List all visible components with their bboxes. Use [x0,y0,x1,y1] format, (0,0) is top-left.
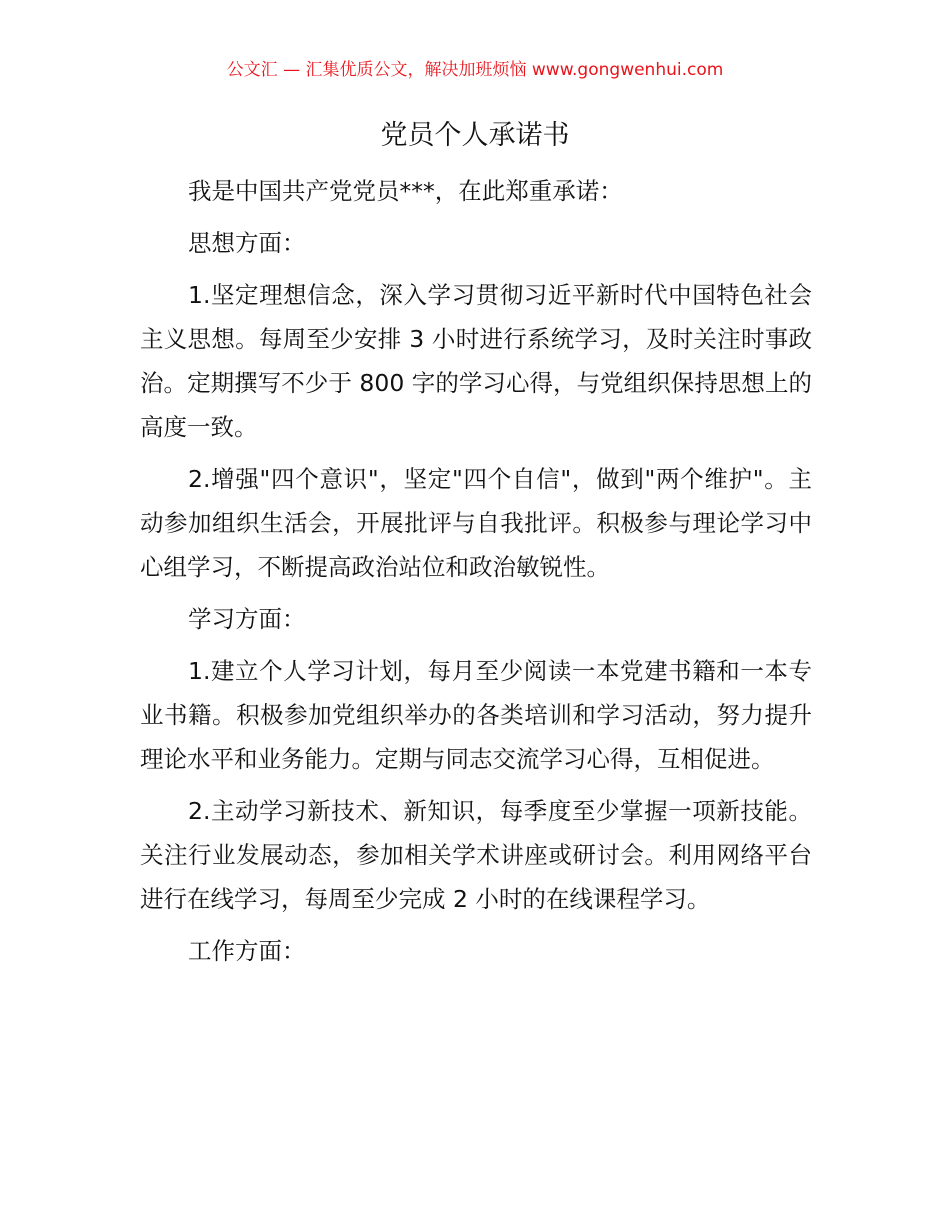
thought-item-1: 1.坚定理想信念，深入学习贯彻习近平新时代中国特色社会主义思想。每周至少安排 3 小时进行系统学习，及时关注时事政治。定期撰写不少于 800 字的学习心得，与党组织保持思想上的高度一致。 [140,281,812,441]
thought-item-2: 2.增强"四个意识"，坚定"四个自信"，做到"两个维护"。主动参加组织生活会，开展批评与自我批评。积极参与理论学习中心组学习，不断提高政治站位和政治敏锐性。 [140,465,812,581]
intro-paragraph: 我是中国共产党党员***，在此郑重承诺： [188,177,623,205]
section-heading-study: 学习方面： [188,605,306,633]
section-heading-work: 工作方面： [188,937,306,965]
section-heading-thought: 思想方面： [188,229,306,257]
document-body [140,169,812,981]
study-item-2: 2.主动学习新技术、新知识，每季度至少掌握一项新技能。关注行业发展动态，参加相关学术讲座或研讨会。利用网络平台进行在线学习，每周至少完成 2 小时的在线课程学习。 [140,797,812,913]
study-item-1: 1.建立个人学习计划，每月至少阅读一本党建书籍和一本专业书籍。积极参加党组织举办的各类培训和学习活动，努力提升理论水平和业务能力。定期与同志交流学习心得，互相促进。 [140,657,812,773]
header-banner: 公文汇 — 汇集优质公文，解决加班烦恼 www.gongwenhui.com [226,60,724,80]
page-title: 党员个人承诺书 [380,120,570,151]
